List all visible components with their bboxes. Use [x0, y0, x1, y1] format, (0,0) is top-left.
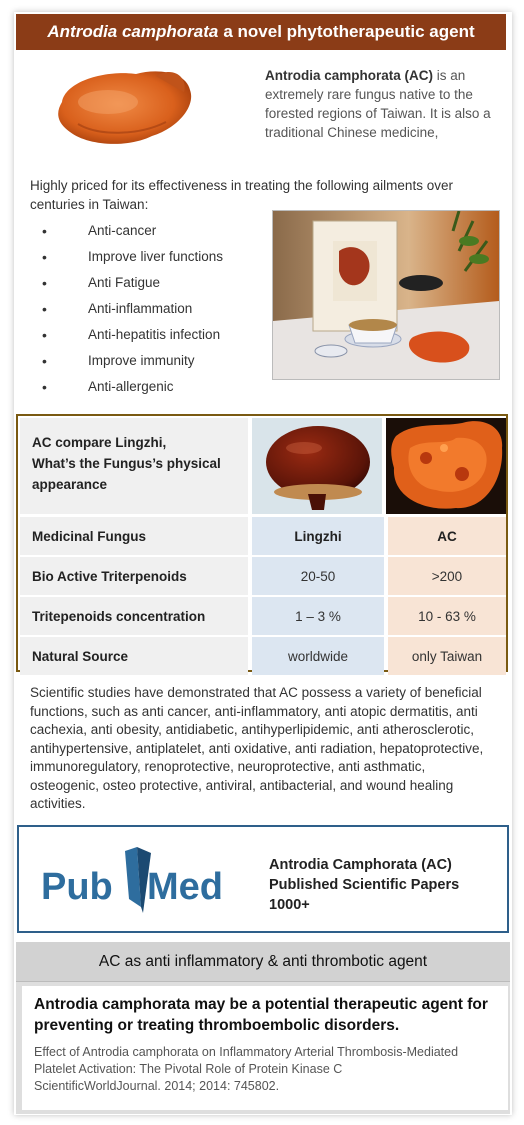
ailment-label: Anti-inflammation — [88, 301, 193, 316]
ac-image — [386, 418, 506, 514]
ailments-list — [42, 218, 223, 400]
lingzhi-cell: 1 – 3 % — [252, 597, 384, 635]
comparison-heading-line2: What’s the Fungus’s physical appearance — [32, 456, 221, 492]
lingzhi-cell: 20-50 — [252, 557, 384, 595]
comparison-heading — [20, 418, 248, 514]
comparison-table — [16, 414, 508, 672]
table-row — [20, 557, 506, 595]
ailments-intro: Highly priced for its effectiveness in treating the following ailments over centuries in Taiwan: — [30, 178, 453, 212]
agent-content — [22, 986, 508, 1110]
bullet-icon: • — [42, 353, 47, 369]
pubmed-line2: Published Scientific Papers — [269, 877, 460, 893]
tea-product-photo — [272, 210, 500, 380]
table-row — [20, 597, 506, 635]
table-row — [20, 517, 506, 555]
ac-cell: >200 — [388, 557, 506, 595]
pubmed-line1: Antrodia Camphorata (AC) — [269, 857, 452, 873]
intro-text: is an extremely rare fungus native to the forested regions of Taiwan. It is also a traditional Chinese medicine, — [265, 68, 491, 140]
bullet-icon: • — [42, 327, 47, 343]
list-item — [42, 374, 223, 400]
ailment-label: Anti-hepatitis infection — [88, 327, 221, 342]
ac-cell: 10 - 63 % — [388, 597, 506, 635]
list-item — [42, 296, 223, 322]
bullet-icon: • — [42, 301, 47, 317]
title-banner — [16, 14, 506, 50]
agent-section — [16, 942, 510, 1114]
ailment-label: Anti-allergenic — [88, 379, 174, 394]
list-item — [42, 218, 223, 244]
reference-title: Effect of Antrodia camphorata on Inflammatory Arterial Thrombosis-Mediated Platelet Activation: The Pivotal Role of Protein Kinase C — [34, 1045, 459, 1076]
banner-title-italic: Antrodia camphorata — [47, 22, 219, 41]
bullet-icon: • — [42, 379, 47, 395]
ailment-label: Improve immunity — [88, 353, 195, 368]
studies-paragraph: Scientific studies have demonstrated that AC possess a variety of beneficial functions, such as anti cancer, anti-inflammatory, anti atopic dermatitis, anti cachexia, anti obesity, antidiabetic, antihyperlipidemic, anti atherosclerotic, antihypertensive, antiplatelet, anti oxidative, anti radiation, hepatoprotective, immunoregulatory, renoprotective, neuroprotective, anti asthmatic, osteogenic, osteo protective, antiviral, antibacterial, and wound healing activities. — [30, 685, 484, 811]
lingzhi-cell: Lingzhi — [252, 517, 384, 555]
pubmed-logo-right: Med — [147, 866, 223, 908]
agent-title: AC as anti inflammatory & anti thrombotic agent — [16, 942, 510, 982]
list-item — [42, 348, 223, 374]
intro-name: Antrodia camphorata (AC) — [265, 68, 434, 83]
row-label: Natural Source — [20, 637, 248, 675]
antrodia-fungus-image — [48, 62, 198, 152]
pubmed-logo-icon — [39, 843, 249, 915]
list-item — [42, 322, 223, 348]
lingzhi-image — [252, 418, 382, 514]
bullet-icon: • — [42, 275, 47, 291]
ailment-label: Anti-cancer — [88, 223, 157, 238]
bullet-icon: • — [42, 223, 47, 239]
pubmed-logo-left: Pub — [41, 866, 113, 908]
ac-cell: only Taiwan — [388, 637, 506, 675]
comparison-heading-line1: AC compare Lingzhi, — [32, 435, 167, 450]
list-item — [42, 244, 223, 270]
bullet-icon: • — [42, 249, 47, 265]
pubmed-line3: 1000+ — [269, 897, 310, 913]
banner-title-rest: a novel phytotherapeutic agent — [223, 22, 475, 41]
ailment-label: Improve liver functions — [88, 249, 224, 264]
row-label: Medicinal Fungus — [20, 517, 248, 555]
ailment-label: Anti Fatigue — [88, 275, 161, 290]
pubmed-caption — [269, 855, 459, 915]
row-label: Bio Active Triterpenoids — [20, 557, 248, 595]
reference-citation: ScientificWorldJournal. 2014; 2014: 745802. — [34, 1079, 280, 1093]
row-label: Tritepenoids concentration — [20, 597, 248, 635]
lingzhi-cell: worldwide — [252, 637, 384, 675]
agent-headline: Antrodia camphorata may be a potential therapeutic agent for preventing or treating thromboembolic disorders. — [34, 996, 488, 1034]
intro-paragraph — [265, 66, 500, 142]
agent-reference — [34, 1044, 500, 1095]
list-item — [42, 270, 223, 296]
pubmed-box — [17, 825, 509, 933]
table-row — [20, 637, 506, 675]
ac-cell: AC — [388, 517, 506, 555]
